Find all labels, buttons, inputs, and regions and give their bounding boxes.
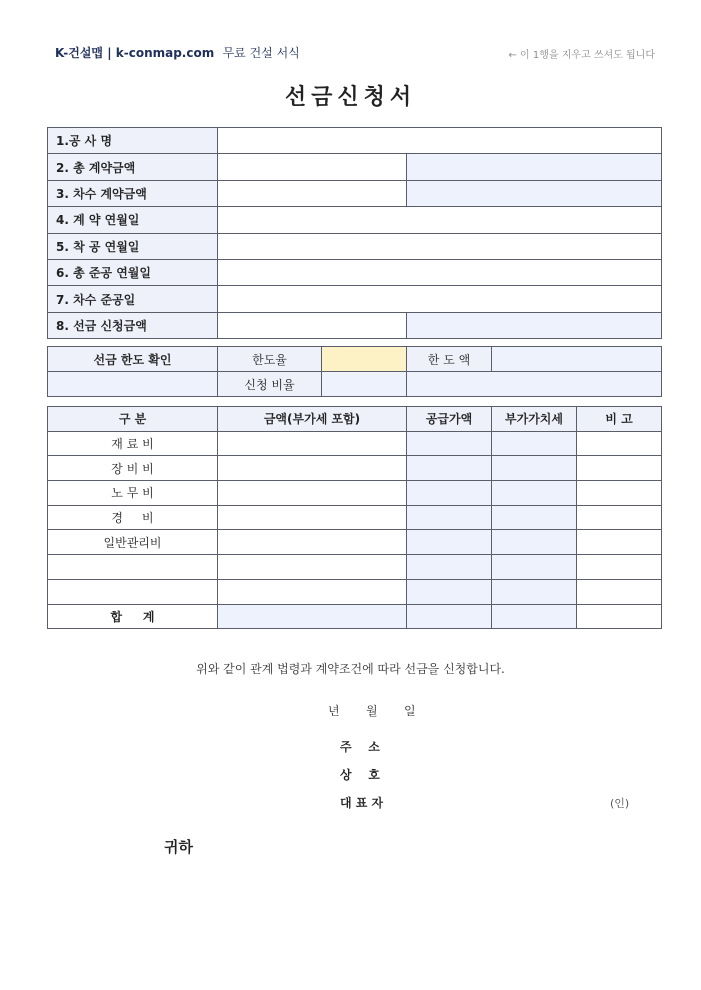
column-header-supply: 공급가액	[407, 407, 492, 432]
total-supply-field[interactable]	[407, 604, 492, 629]
brand-text: K-건설맵 | k-conmap.com	[55, 46, 215, 60]
cost-amount-field[interactable]	[218, 431, 407, 456]
total-contract-amount-auto[interactable]	[407, 154, 662, 180]
total-label: 합 계	[48, 604, 218, 629]
address-label: 주 소	[340, 740, 380, 754]
contract-info-table	[47, 127, 662, 339]
cost-vat-field[interactable]	[492, 579, 577, 604]
cost-row-blank	[48, 579, 662, 604]
company-label: 상 호	[340, 768, 380, 782]
cost-vat-field[interactable]	[492, 555, 577, 580]
cost-note-field[interactable]	[577, 579, 662, 604]
cost-amount-field[interactable]	[218, 555, 407, 580]
contract-date-field[interactable]	[218, 207, 662, 233]
cost-row-material	[48, 431, 662, 456]
phase-contract-amount-field[interactable]	[218, 180, 407, 206]
info-label: 1.공 사 명	[48, 128, 218, 154]
info-row-project-name	[48, 128, 662, 154]
ratio-extra-field[interactable]	[407, 372, 662, 397]
seal-mark: (인)	[610, 797, 630, 810]
cost-category: 장 비 비	[48, 456, 218, 481]
total-vat-field[interactable]	[492, 604, 577, 629]
recipient-label: 귀하	[164, 838, 193, 856]
limit-rate-label: 한도율	[218, 347, 322, 372]
cost-note-field[interactable]	[577, 456, 662, 481]
column-header-note: 비 고	[577, 407, 662, 432]
total-contract-amount-field[interactable]	[218, 154, 407, 180]
document-title: 선금신청서	[284, 85, 417, 110]
cost-category: 일반관리비	[48, 530, 218, 555]
limit-amount-field[interactable]	[492, 347, 662, 372]
ceo-label: 대 표 자	[340, 796, 384, 810]
limit-check-label: 선금 한도 확인	[48, 347, 218, 372]
cost-supply-field[interactable]	[407, 530, 492, 555]
date-month-label: 월	[366, 704, 378, 718]
phase-completion-date-field[interactable]	[218, 286, 662, 312]
cost-vat-field[interactable]	[492, 431, 577, 456]
info-row-advance-amount	[48, 312, 662, 338]
info-label: 7. 차수 준공일	[48, 286, 218, 312]
advance-amount-field[interactable]	[218, 312, 407, 338]
cost-category: 노 무 비	[48, 481, 218, 506]
column-header-amount: 금액(부가세 포함)	[218, 407, 407, 432]
cost-category[interactable]	[48, 579, 218, 604]
column-header-category: 구 분	[48, 407, 218, 432]
cost-category: 재 료 비	[48, 431, 218, 456]
page-header	[55, 44, 655, 64]
cost-amount-field[interactable]	[218, 456, 407, 481]
cost-category[interactable]	[48, 555, 218, 580]
total-amount-field[interactable]	[218, 604, 407, 629]
cost-row-expense	[48, 505, 662, 530]
cost-breakdown-table	[47, 406, 662, 629]
cost-supply-field[interactable]	[407, 431, 492, 456]
info-label: 4. 계 약 연월일	[48, 207, 218, 233]
cost-vat-field[interactable]	[492, 505, 577, 530]
application-statement: 위와 같이 관계 법령과 계약조건에 따라 선금을 신청합니다.	[196, 662, 505, 676]
cost-row-equipment	[48, 456, 662, 481]
project-name-field[interactable]	[218, 128, 662, 154]
cost-amount-field[interactable]	[218, 481, 407, 506]
cost-supply-field[interactable]	[407, 555, 492, 580]
info-label: 3. 차수 계약금액	[48, 180, 218, 206]
info-label: 5. 착 공 연월일	[48, 233, 218, 259]
info-row-phase-completion	[48, 286, 662, 312]
cost-note-field[interactable]	[577, 530, 662, 555]
ratio-blank-cell	[48, 372, 218, 397]
info-row-completion-date	[48, 259, 662, 285]
info-row-start-date	[48, 233, 662, 259]
cost-vat-field[interactable]	[492, 456, 577, 481]
ratio-field[interactable]	[322, 372, 407, 397]
cost-supply-field[interactable]	[407, 505, 492, 530]
advance-limit-table	[47, 346, 662, 397]
completion-date-field[interactable]	[218, 259, 662, 285]
removal-hint: ← 이 1행을 지우고 쓰셔도 됩니다	[508, 50, 655, 61]
info-label: 8. 선금 신청금액	[48, 312, 218, 338]
advance-amount-auto[interactable]	[407, 312, 662, 338]
cost-note-field[interactable]	[577, 505, 662, 530]
column-header-vat: 부가가치세	[492, 407, 577, 432]
limit-rate-field[interactable]	[322, 347, 407, 372]
phase-contract-amount-auto[interactable]	[407, 180, 662, 206]
ratio-row	[48, 372, 662, 397]
info-label: 2. 총 계약금액	[48, 154, 218, 180]
info-row-phase-contract	[48, 180, 662, 206]
info-label: 6. 총 준공 연월일	[48, 259, 218, 285]
date-day-label: 일	[404, 704, 416, 718]
cost-supply-field[interactable]	[407, 579, 492, 604]
cost-total-row	[48, 604, 662, 629]
cost-vat-field[interactable]	[492, 530, 577, 555]
cost-note-field[interactable]	[577, 555, 662, 580]
cost-amount-field[interactable]	[218, 505, 407, 530]
cost-supply-field[interactable]	[407, 481, 492, 506]
cost-amount-field[interactable]	[218, 530, 407, 555]
info-row-contract-date	[48, 207, 662, 233]
cost-row-labor	[48, 481, 662, 506]
cost-vat-field[interactable]	[492, 481, 577, 506]
ratio-label: 신청 비율	[218, 372, 322, 397]
info-row-total-contract	[48, 154, 662, 180]
cost-note-field[interactable]	[577, 481, 662, 506]
limit-amount-label: 한 도 액	[407, 347, 492, 372]
cost-category: 경 비	[48, 505, 218, 530]
cost-note-field[interactable]	[577, 431, 662, 456]
cost-supply-field[interactable]	[407, 456, 492, 481]
start-date-field[interactable]	[218, 233, 662, 259]
cost-amount-field[interactable]	[218, 579, 407, 604]
brand[interactable]	[55, 44, 300, 61]
cost-header-row	[48, 407, 662, 432]
brand-subtitle: 무료 건설 서식	[222, 46, 300, 60]
date-year-label: 년	[328, 704, 340, 718]
limit-row	[48, 347, 662, 372]
cost-row-blank	[48, 555, 662, 580]
cost-row-overhead	[48, 530, 662, 555]
total-note-field[interactable]	[577, 604, 662, 629]
